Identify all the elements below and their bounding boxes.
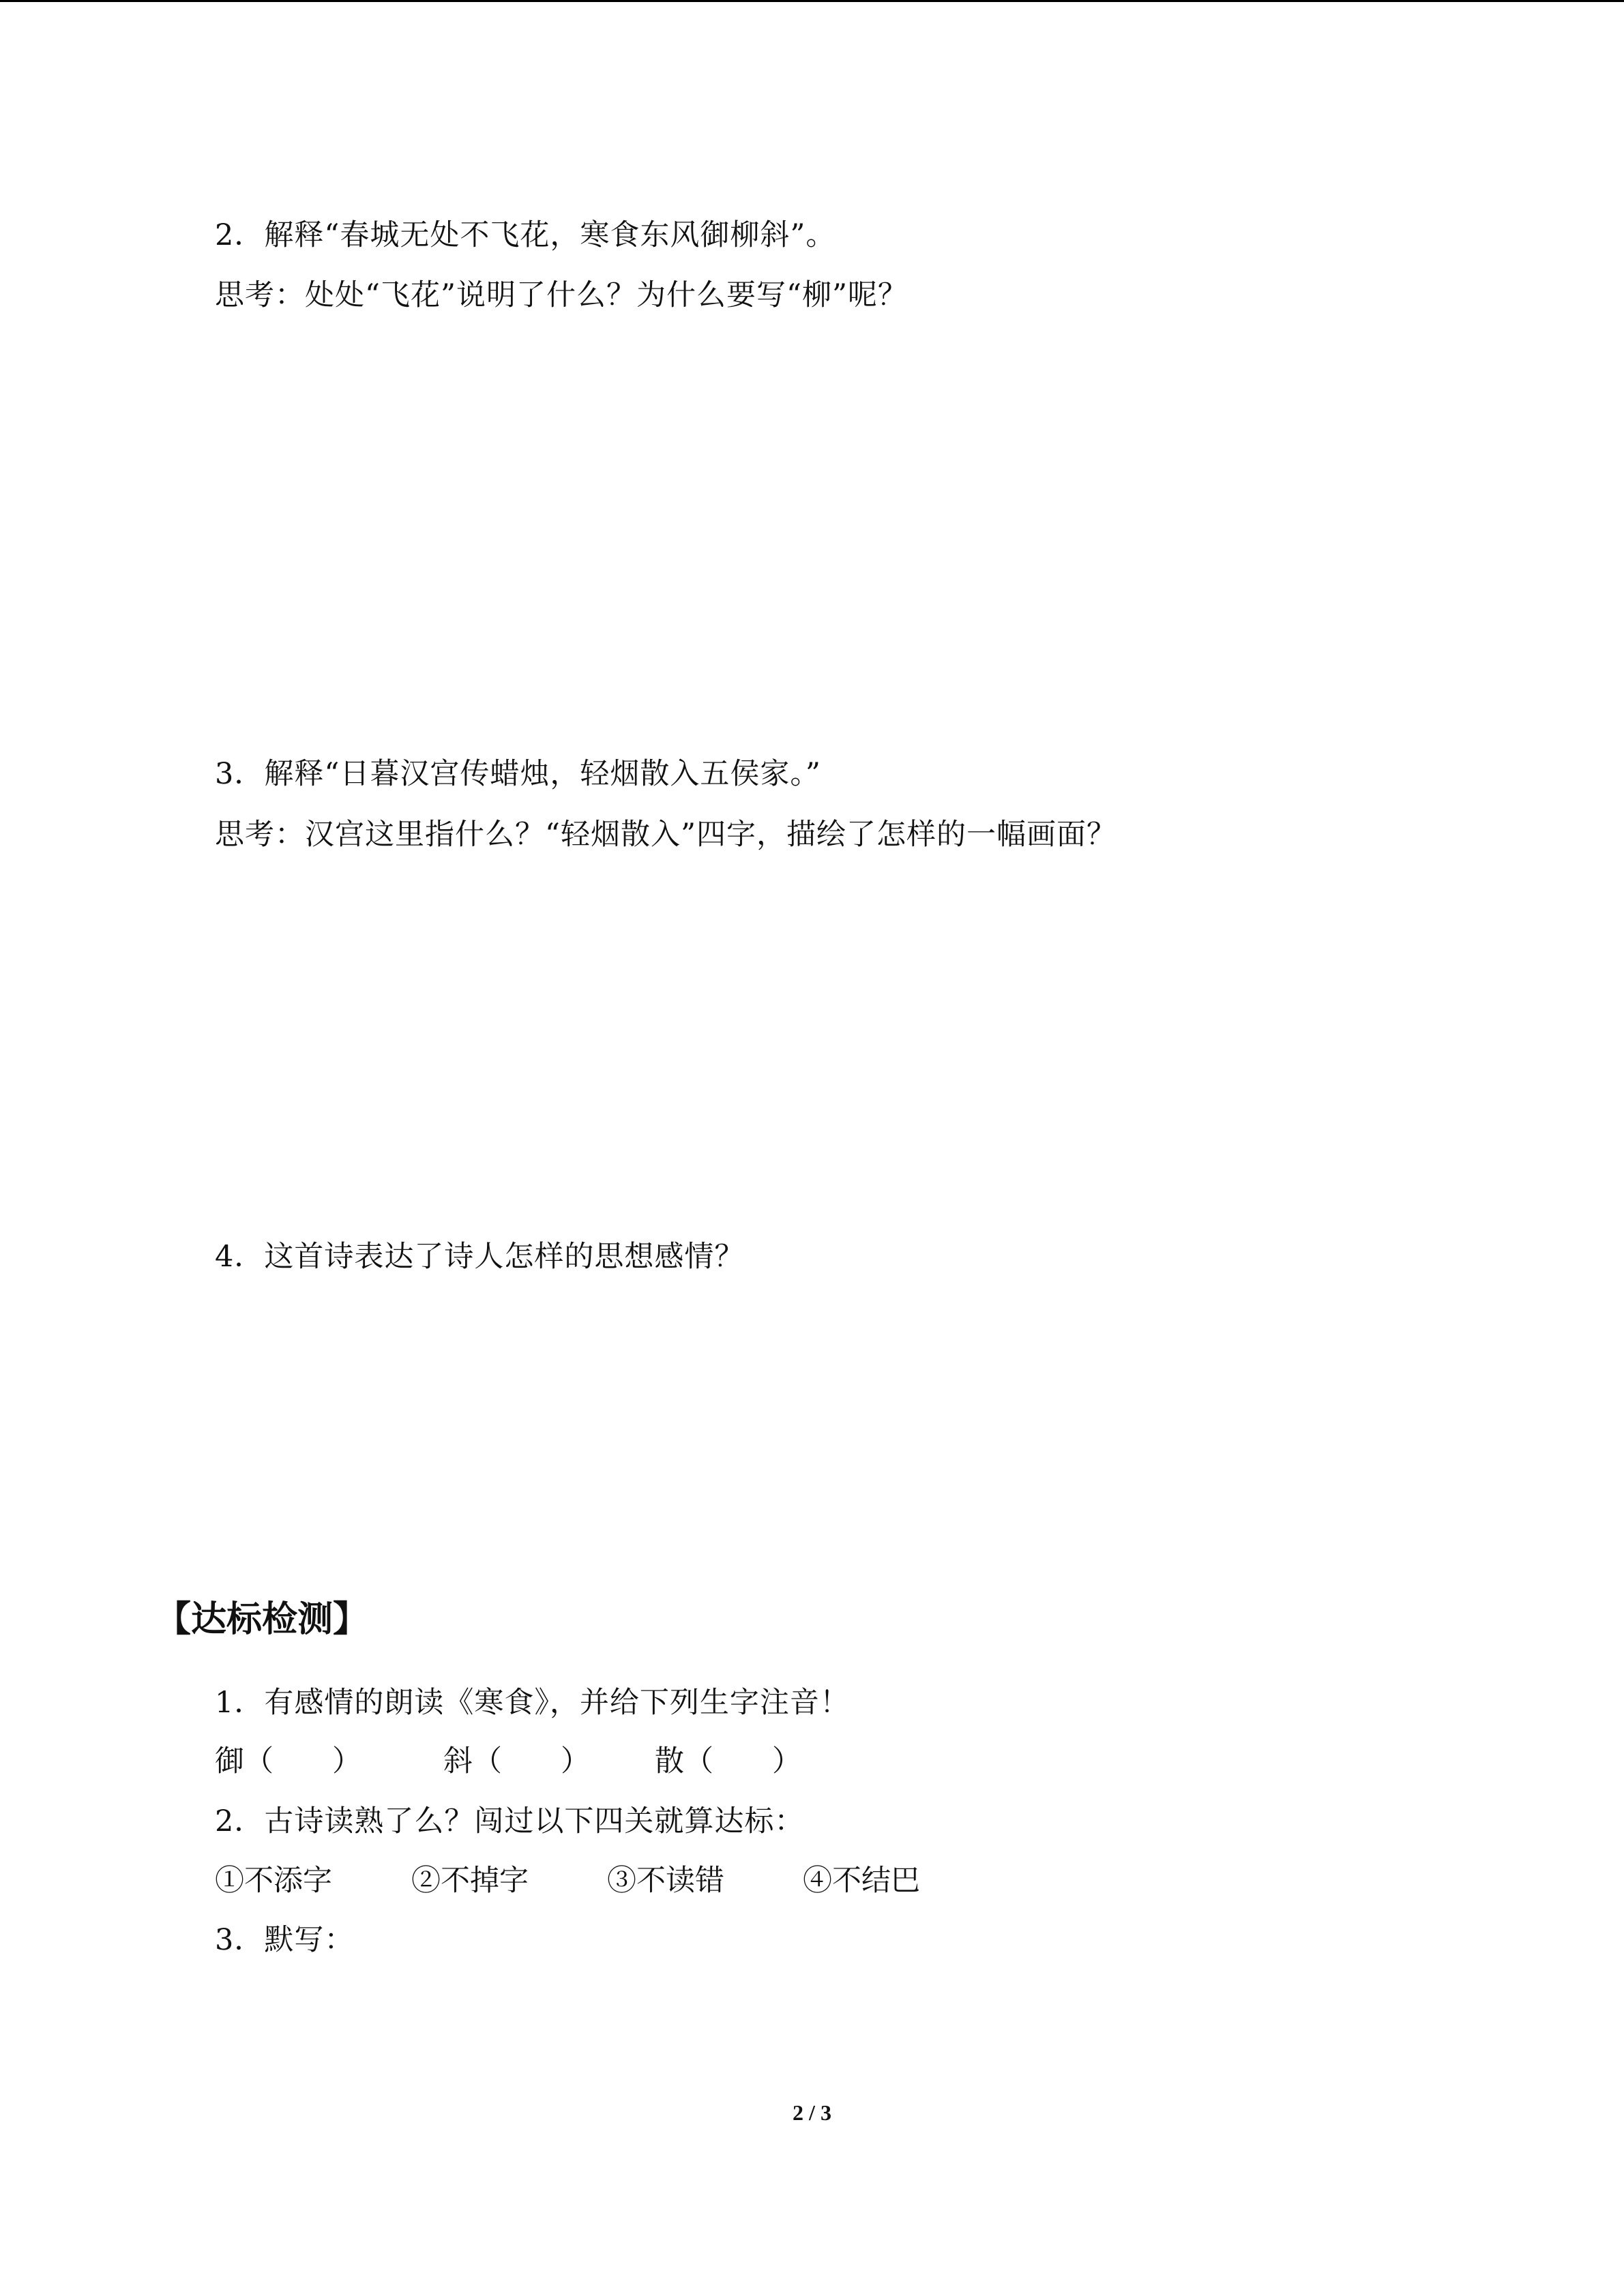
question-2-prompt: 思考：处处“飞花”说明了什么？为什么要写“柳”呢？	[215, 278, 908, 312]
level-3: ③不读错	[607, 1864, 724, 1898]
pinyin-blank-xie: 斜（ ）	[443, 1744, 590, 1778]
page-number: 2 / 3	[793, 2100, 831, 2125]
page-top-border	[0, 0, 1624, 2]
question-2-title: 2．解释“春城无处不飞花，寒食东风御柳斜”。	[215, 218, 836, 252]
pinyin-blank-yu: 御（ ）	[215, 1744, 361, 1778]
section-heading: 【达标检测】	[156, 1599, 369, 1640]
question-3-prompt: 思考：汉宫这里指什么？“轻烟散入”四字，描绘了怎样的一幅画面？	[215, 818, 1117, 852]
question-4-title: 4．这首诗表达了诗人怎样的思想感情？	[215, 1240, 745, 1274]
pinyin-blank-san: 散（ ）	[655, 1744, 801, 1778]
question-3-title: 3．解释“日暮汉宫传蜡烛，轻烟散入五侯家。”	[215, 757, 821, 791]
check-item-2: 2．古诗读熟了么？闯过以下四关就算达标：	[215, 1804, 805, 1838]
check-item-3: 3．默写：	[215, 1923, 355, 1957]
level-4: ④不结巴	[803, 1864, 920, 1898]
level-2: ②不掉字	[411, 1864, 529, 1898]
level-1: ①不添字	[215, 1864, 332, 1898]
check-item-1: 1．有感情的朗读《寒食》，并给下列生字注音！	[215, 1686, 850, 1720]
